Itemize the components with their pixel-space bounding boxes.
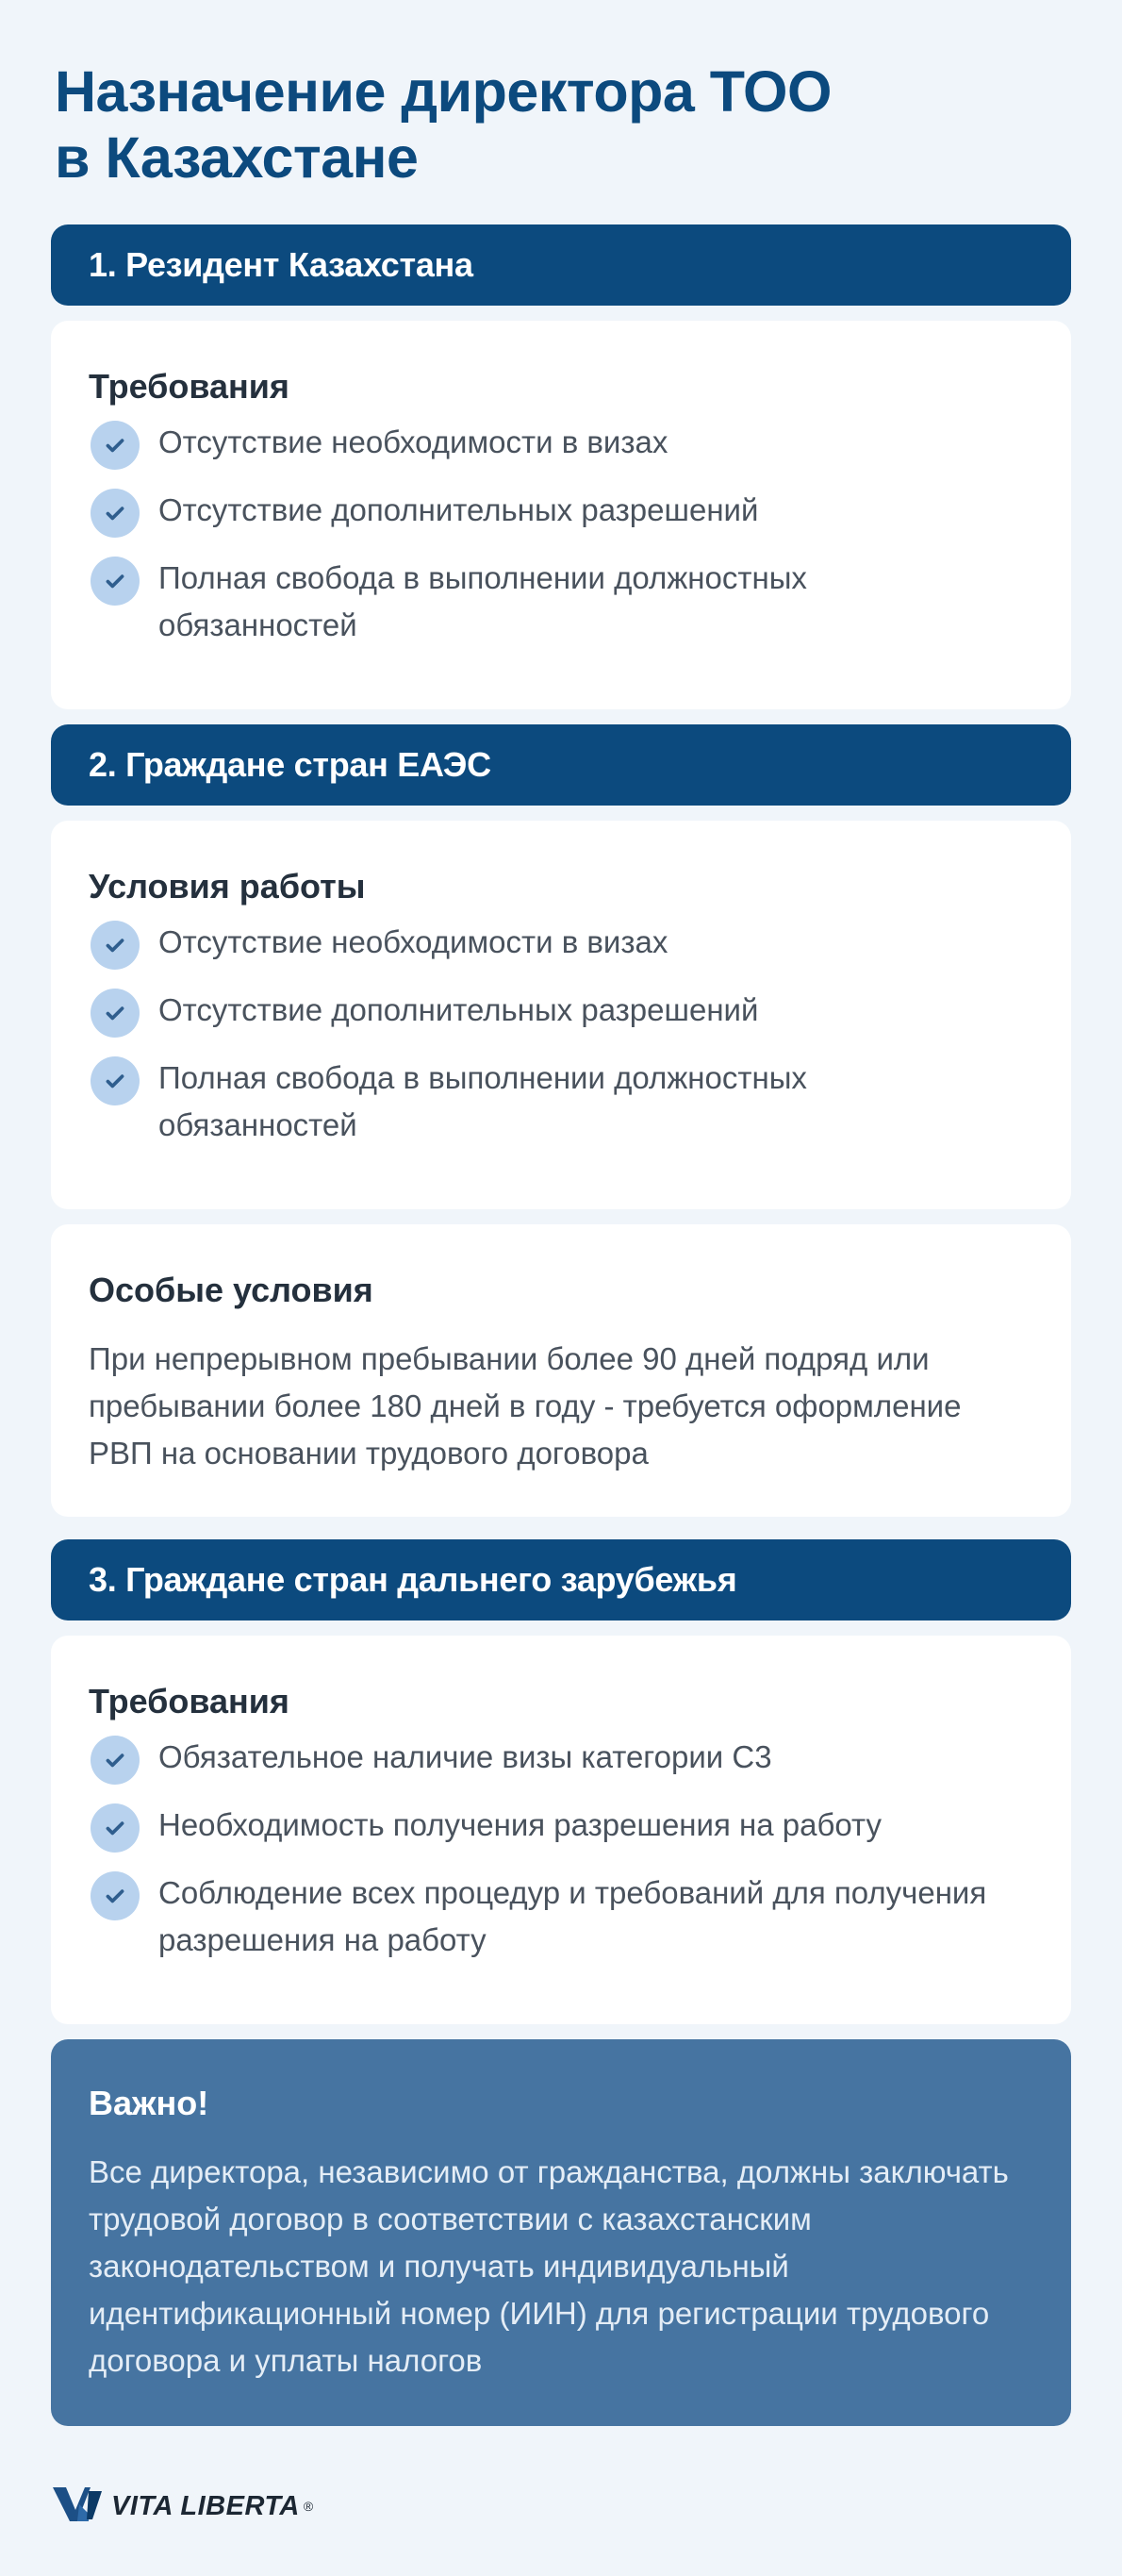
- card-resident-requirements: [51, 321, 1071, 709]
- check-circle-icon: [91, 421, 140, 470]
- list-item: [89, 924, 1033, 970]
- section-header-resident: 1. Резидент Казахстана: [51, 224, 1071, 306]
- check-circle-icon: [91, 1803, 140, 1853]
- list-item: [89, 492, 1033, 538]
- list-item: [89, 992, 1033, 1038]
- card-title: Условия работы: [89, 867, 366, 906]
- list-item-text: Отсутствие необходимости в визах: [158, 924, 668, 959]
- check-circle-icon: [91, 1736, 140, 1785]
- card-title: Требования: [89, 367, 289, 406]
- check-circle-icon: [91, 557, 140, 606]
- registered-mark: ®: [303, 2499, 314, 2514]
- list-item-text: Отсутствие дополнительных разрешений: [158, 992, 759, 1027]
- important-note-title: Важно!: [89, 2084, 209, 2122]
- check-circle-icon: [91, 1871, 140, 1920]
- requirements-list: [89, 1739, 1033, 1964]
- list-item-text: Отсутствие необходимости в визах: [158, 424, 668, 459]
- list-item-text: Полная свобода в выполнении должностных обязанностей: [158, 1060, 807, 1142]
- card-foreign-requirements: [51, 1636, 1071, 2024]
- page-title: [55, 58, 998, 191]
- list-item: [89, 1807, 1033, 1853]
- logo-text: VITA LIBERTA: [111, 2490, 300, 2521]
- page-title-line-2: в Казахстане: [55, 125, 419, 190]
- special-conditions-text: При непрерывном пребывании более 90 дней подряд или пребывании более 180 дней в году - требуется оформление РВП на основании трудового договора: [89, 1341, 962, 1471]
- list-item-text: Отсутствие дополнительных разрешений: [158, 492, 759, 527]
- check-circle-icon: [91, 989, 140, 1038]
- card-title: Особые условия: [89, 1271, 373, 1309]
- list-item: [89, 424, 1033, 470]
- list-item-text: Соблюдение всех процедур и требований для получения разрешения на работу: [158, 1875, 987, 1957]
- section-header-eaeu: 2. Граждане стран ЕАЭС: [51, 724, 1071, 806]
- check-circle-icon: [91, 1056, 140, 1105]
- card-title: Требования: [89, 1682, 289, 1720]
- important-note-text: Все директора, независимо от гражданства, должны заключать трудовой договор в соответствии с казахстанским законодательством и получать индивидуальный идентификационный номер (ИИН) для регистрации трудового договора и уплаты налогов: [89, 2154, 1009, 2378]
- list-item-text: Полная свобода в выполнении должностных обязанностей: [158, 560, 807, 642]
- requirements-list: [89, 424, 1033, 649]
- conditions-list: [89, 924, 1033, 1149]
- check-circle-icon: [91, 489, 140, 538]
- list-item: [89, 1060, 1033, 1149]
- card-eaeu-conditions: [51, 821, 1071, 1209]
- check-circle-icon: [91, 921, 140, 970]
- vita-liberta-logo-icon: [51, 2484, 104, 2530]
- list-item-text: Обязательное наличие визы категории C3: [158, 1739, 772, 1774]
- page-title-line-1: Назначение директора ТОО: [55, 59, 832, 124]
- list-item-text: Необходимость получения разрешения на работу: [158, 1807, 882, 1842]
- brand-logo: [51, 2483, 313, 2530]
- important-note: [51, 2039, 1071, 2426]
- card-special-conditions: [51, 1224, 1071, 1517]
- list-item: [89, 560, 1033, 649]
- section-header-foreign: 3. Граждане стран дальнего зарубежья: [51, 1539, 1071, 1620]
- list-item: [89, 1875, 1033, 1964]
- list-item: [89, 1739, 1033, 1785]
